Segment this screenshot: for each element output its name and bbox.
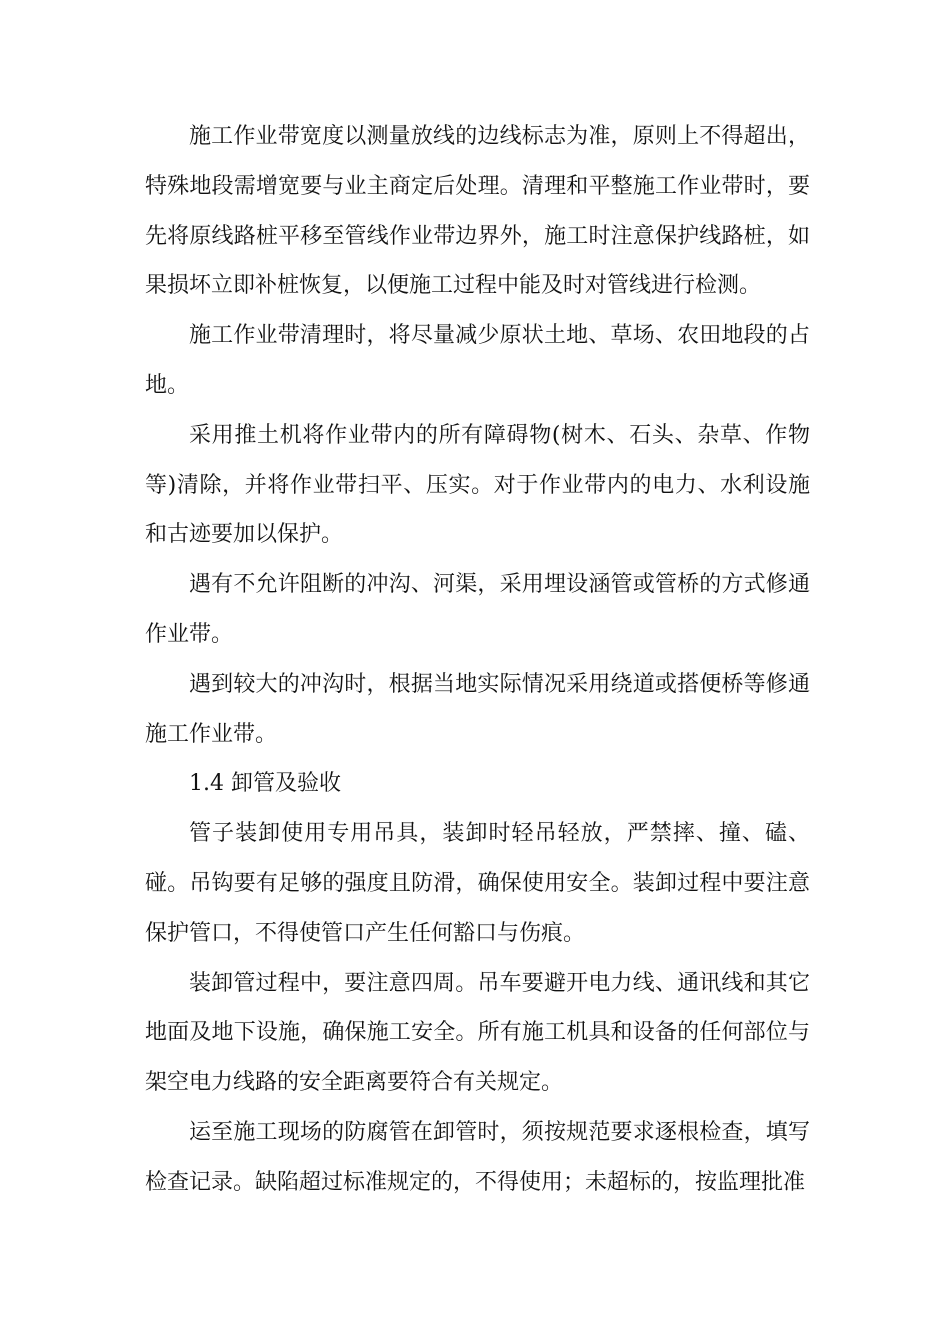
document-body — [145, 112, 810, 1208]
paragraph-large-gully: 遇到较大的冲沟时，根据当地实际情况采用绕道或搭便桥等修通施工作业带。 — [145, 671, 810, 747]
paragraph-pipe-inspection: 运至施工现场的防腐管在卸管时，须按规范要求逐根检查，填写检查记录。缺陷超过标准规定的，不得使用；未超标的，按监理批准 — [145, 1119, 810, 1195]
paragraph-work-belt-clearing: 施工作业带清理时，将尽量减少原状土地、草场、农田地段的占地。 — [145, 323, 810, 398]
paragraph-work-belt-width: 施工作业带宽度以测量放线的边线标志为准，原则上不得超出，特殊地段需增宽要与业主商定后处理。清理和平整施工作业带时，要先将原线路桩平移至管线作业带边界外，施工时注意保护线路桩，如果损坏立即补桩恢复，以便施工过程中能及时对管线进行检测。 — [145, 124, 810, 299]
paragraph-crane-safety: 装卸管过程中，要注意四周。吊车要避开电力线、通讯线和其它地面及地下设施，确保施工安全。所有施工机具和设备的任何部位与架空电力线路的安全距离要符合有关规定。 — [145, 970, 810, 1096]
paragraph-culvert-crossing: 遇有不允许阻断的冲沟、河渠，采用埋设涵管或管桥的方式修通作业带。 — [145, 572, 810, 647]
paragraph-obstacle-removal: 采用推土机将作业带内的所有障碍物(树木、石头、杂草、作物等)清除，并将作业带扫平、压实。对于作业带内的电力、水利设施和古迹要加以保护。 — [145, 422, 810, 548]
section-heading: 1.4 卸管及验收 — [189, 771, 341, 797]
paragraph-pipe-handling: 管子装卸使用专用吊具，装卸时轻吊轻放，严禁摔、撞、磕、碰。吊钩要有足够的强度且防滑，确保使用安全。装卸过程中要注意保护管口，不得使管口产生任何豁口与伤痕。 — [145, 821, 810, 946]
